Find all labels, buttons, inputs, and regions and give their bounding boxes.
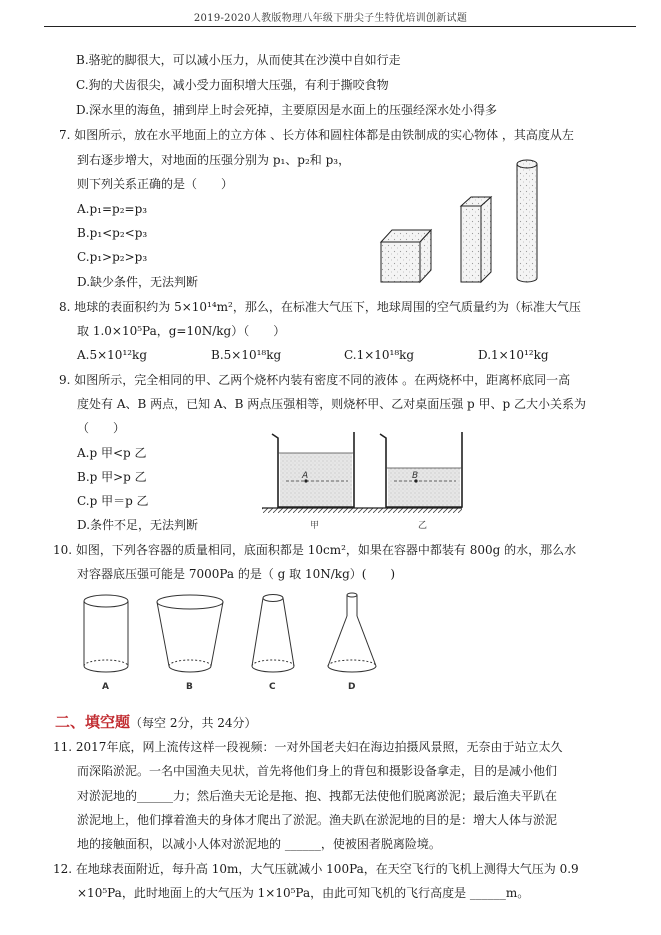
q9-stem-line1: 9. 如图所示，完全相同的甲、乙两个烧杯内装有密度不同的液体 。在两烧杯中，距离杯底同一高 <box>59 373 571 387</box>
q12-stem-line2: ×10⁵Pa，此时地面上的大气压为 1×10⁵Pa，由此可知飞机的飞行高度是 ______m。 <box>77 886 530 900</box>
q8-option-d: D.1×10¹²kg <box>478 348 549 362</box>
q7-solids-figure <box>375 160 560 285</box>
header-rule <box>44 26 636 27</box>
q10-containers-figure <box>72 590 392 695</box>
q10-stem-line2: 对容器底压强可能是 7000Pa 的是（ g 取 10N/kg）( ) <box>77 567 396 581</box>
q9-stem-line2: 度处有 A、B 两点，已知 A、B 两点压强相等，则烧杯甲、乙对桌面压强 p 甲、p 乙大小关系为 <box>77 397 587 411</box>
q10-label-a: A <box>102 682 109 692</box>
q9-cup-jia-label: 甲 <box>310 521 320 531</box>
q9-beakers-figure <box>258 428 468 533</box>
q8-stem-line2: 取 1.0×10⁵Pa，g=10N/kg）（ ） <box>77 324 286 338</box>
q7-option-b: B.p₁<p₂<p₃ <box>77 226 148 240</box>
q10-stem-line1: 10. 如图，下列各容器的质量相同，底面积都是 10cm²，如果在容器中都装有 800g 的水，那么水 <box>53 543 577 557</box>
q9-stem-line3: （ ） <box>77 421 126 435</box>
q12-stem-line1: 12. 在地球表面附近，每升高 10m，大气压就减小 100Pa，在天空飞行的飞机上测得大气压为 0.9 <box>53 862 579 876</box>
q11-stem-line5: 地的接触面积，以减小人体对淤泥地的 ______，使被困者脱离险境。 <box>77 837 441 851</box>
q9-option-a: A.p 甲<p 乙 <box>77 446 147 460</box>
q9-option-c: C.p 甲＝p 乙 <box>77 494 149 508</box>
q7-option-a: A.p₁=p₂=p₃ <box>77 202 148 216</box>
q10-label-c: C <box>269 682 276 692</box>
q11-stem-line4: 淤泥地上，他们撑着渔夫的身体才爬出了淤泥。渔夫趴在淤泥地的目的是：增大人体与淤泥 <box>77 813 558 827</box>
q8-option-c: C.1×10¹⁸kg <box>344 348 415 362</box>
q6-option-b: B.骆驼的脚很大，可以减小压力，从而使其在沙漠中自如行走 <box>76 53 401 67</box>
page-header: 2019-2020人教版物理八年级下册尖子生特优培训创新试题 <box>193 13 468 24</box>
q9-option-d: D.条件不足，无法判断 <box>77 518 199 532</box>
q9-point-b: B <box>412 471 419 481</box>
q8-option-b: B.5×10¹⁸kg <box>211 348 282 362</box>
q7-stem-line3: 则下列关系正确的是（ ） <box>77 177 234 191</box>
q11-stem-line3: 对淤泥地的______力；然后渔夫无论是拖、抱、拽都无法使他们脱离淤泥；最后渔夫平趴在 <box>77 789 558 803</box>
q10-label-d: D <box>348 682 356 692</box>
q8-option-a: A.5×10¹²kg <box>77 348 148 362</box>
q6-option-c: C.狗的犬齿很尖，减小受力面积增大压强，有利于撕咬食物 <box>76 78 389 92</box>
section-score-note: （每空 2分，共 24分） <box>130 716 257 730</box>
q11-stem-line2: 而深陷淤泥。一名中国渔夫见状，首先将他们身上的背包和摄影设备拿走，目的是减小他们 <box>77 764 558 778</box>
q6-option-d: D.深水里的海鱼，捕到岸上时会死掉，主要原因是水面上的压强经深水处小得多 <box>76 103 498 117</box>
q9-point-a: A <box>302 471 309 481</box>
q8-stem-line1: 8. 地球的表面积约为 5×10¹⁴m²，那么，在标准大气压下，地球周围的空气质量约为（标准大气压 <box>59 300 581 314</box>
q7-stem-line2: 到右逐步增大，对地面的压强分别为 p₁、p₂和 p₃， <box>77 153 351 167</box>
section-heading <box>55 711 257 732</box>
q7-option-d: D.缺少条件，无法判断 <box>77 275 199 289</box>
q7-option-c: C.p₁>p₂>p₃ <box>77 250 148 264</box>
q11-stem-line1: 11. 2017年底，网上流传这样一段视频：一对外国老夫妇在海边拍摄风景照，无奈由于站立太久 <box>53 740 563 754</box>
section-title: 二、填空题 <box>55 713 131 731</box>
q9-cup-yi-label: 乙 <box>418 521 428 531</box>
q7-stem-line1: 7. 如图所示，放在水平地面上的立方体 、长方体和圆柱体都是由铁制成的实心物体 ，其高度从左 <box>59 128 574 142</box>
q9-option-b: B.p 甲>p 乙 <box>77 470 147 484</box>
q10-label-b: B <box>186 682 193 692</box>
